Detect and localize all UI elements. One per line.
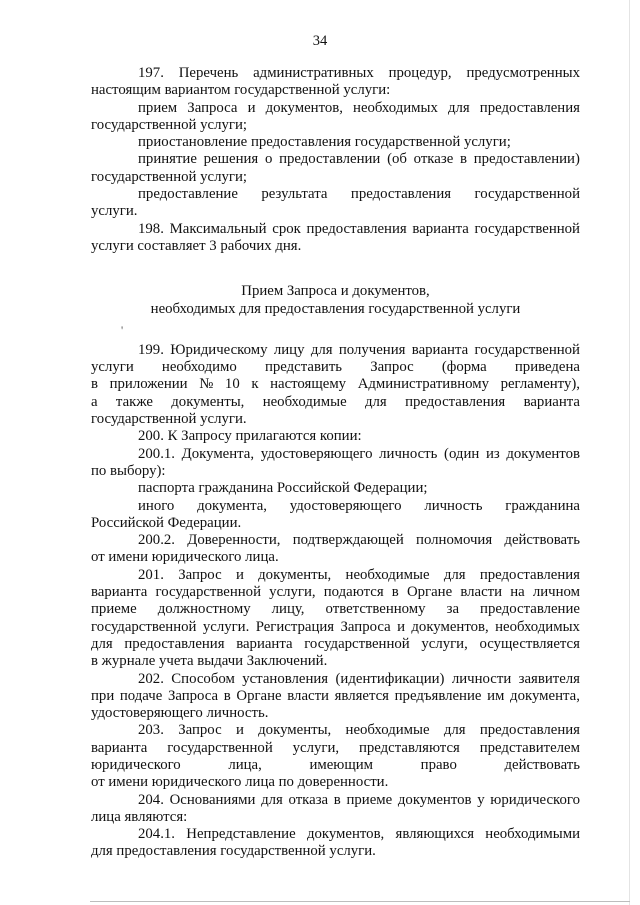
word: Запрос xyxy=(370,359,414,376)
word: при xyxy=(91,687,115,704)
text-line xyxy=(91,221,580,238)
word: 204.1. xyxy=(138,826,175,843)
text-line: приостановление предоставления государственной услуги; xyxy=(138,134,511,151)
word: регламенту), xyxy=(500,376,580,393)
text-line xyxy=(91,619,580,636)
word: а xyxy=(91,393,98,410)
word: приведена xyxy=(514,359,580,376)
text-line: государственной услуги; xyxy=(91,116,248,133)
word: Запроса xyxy=(340,618,391,635)
word: государственной xyxy=(304,635,410,652)
word: административных xyxy=(253,65,374,81)
word: на xyxy=(510,584,525,601)
word: Органе xyxy=(406,584,453,601)
scan-bottom-edge xyxy=(90,901,630,902)
word: приеме xyxy=(91,601,137,618)
word: у xyxy=(477,791,485,808)
word: для xyxy=(443,722,466,739)
word: Юридическому xyxy=(170,341,268,358)
text-line xyxy=(91,757,580,774)
word: для xyxy=(261,791,283,808)
word: необходимые xyxy=(345,566,430,583)
word: варианта xyxy=(523,393,580,410)
word: Максимальный xyxy=(169,220,267,237)
word: варианта xyxy=(91,584,148,601)
word: отказа xyxy=(288,791,329,808)
word: и xyxy=(247,99,256,116)
word: документов, xyxy=(265,99,343,116)
word: Административному xyxy=(357,376,489,393)
text-line: по выбору): xyxy=(91,462,166,479)
word: услуги xyxy=(91,359,134,376)
word: необходимыми xyxy=(485,826,580,843)
text-line xyxy=(91,826,580,843)
word: личности xyxy=(451,670,512,687)
text-line xyxy=(91,584,580,601)
word: приложении xyxy=(109,376,188,393)
word: о xyxy=(264,151,273,168)
text-line: Российской Федерации. xyxy=(91,514,242,531)
word: личном xyxy=(532,584,580,601)
word: и xyxy=(235,722,244,739)
word: результата xyxy=(261,186,328,203)
text-line xyxy=(91,671,580,688)
word: варианта xyxy=(236,635,293,652)
word: государственной xyxy=(155,584,262,601)
word: варианта xyxy=(412,220,469,237)
word: в xyxy=(459,151,467,168)
word: приеме xyxy=(346,791,393,808)
document-body xyxy=(91,65,580,861)
word: гражданина xyxy=(505,497,580,514)
word: предъявление xyxy=(394,687,482,704)
word: из xyxy=(485,445,500,462)
word: необходимых xyxy=(495,618,580,635)
word: личность xyxy=(424,497,483,514)
word: необходимые xyxy=(345,722,430,739)
word: заявителя xyxy=(518,670,580,687)
word: отказе xyxy=(413,151,454,168)
word: срок xyxy=(272,220,301,237)
text-line xyxy=(91,532,580,549)
word: (идентификации) xyxy=(335,670,445,687)
word: власти xyxy=(287,687,329,704)
word: 200.2. xyxy=(138,532,175,549)
word: процедур, xyxy=(388,65,452,81)
word: услуги, xyxy=(269,584,316,601)
word: предоставление xyxy=(480,601,580,618)
word: ответственному xyxy=(325,601,426,618)
text-line xyxy=(91,151,580,168)
word: Доверенности, xyxy=(187,532,281,549)
word: предоставления xyxy=(405,393,506,410)
text-line xyxy=(91,498,580,515)
word: документа, xyxy=(197,497,267,514)
word: является xyxy=(334,687,389,704)
word: предоставление xyxy=(138,186,238,203)
text-line: удостоверяющего личность. xyxy=(91,705,269,722)
word: предусмотренных xyxy=(466,65,580,81)
text-line xyxy=(91,636,580,653)
text-line: услуги составляет 3 рабочих дня. xyxy=(91,237,302,254)
text-line xyxy=(91,186,580,203)
word: решения xyxy=(203,151,259,168)
word: Запрос xyxy=(178,722,222,739)
word: за xyxy=(446,601,460,618)
word: документов xyxy=(506,445,580,462)
word: документа, xyxy=(510,687,580,704)
word: установления xyxy=(242,670,329,687)
word: принятие xyxy=(138,151,197,168)
word: документы, xyxy=(258,566,332,583)
text-line xyxy=(91,792,580,809)
text-line xyxy=(91,342,580,359)
heading-line: Прием Запроса и документов, xyxy=(241,283,430,300)
word: государственной xyxy=(474,341,580,358)
word: получения xyxy=(338,341,406,358)
word: право xyxy=(420,756,457,773)
word: удостоверяющего xyxy=(289,497,402,514)
word: Запроса xyxy=(187,99,238,116)
word: юридического xyxy=(490,791,580,808)
word: необходимые xyxy=(262,393,347,410)
word: Регистрация xyxy=(255,618,335,635)
word: Перечень xyxy=(178,65,239,81)
text-line: от имени юридического лица по доверенности. xyxy=(91,774,389,791)
text-line xyxy=(91,359,580,376)
text-line: от имени юридического лица. xyxy=(91,549,279,566)
word: власти xyxy=(460,584,503,601)
word: услуги, xyxy=(292,739,340,756)
text-line: для предоставления государственной услуги. xyxy=(91,843,376,860)
word: лицу xyxy=(273,341,305,358)
word: для xyxy=(443,566,466,583)
text-line xyxy=(91,567,580,584)
word: осуществляется xyxy=(479,635,580,652)
word: документов, xyxy=(306,826,385,843)
word: подаче xyxy=(119,687,163,704)
word: для xyxy=(91,635,113,652)
text-line: в журнале учета выдачи Заключений. xyxy=(91,653,328,670)
word: 199. xyxy=(138,341,164,358)
word: лицу, xyxy=(271,601,305,618)
word: 203. xyxy=(138,722,164,739)
word: предоставления xyxy=(124,635,225,652)
word: и xyxy=(235,566,244,583)
text-line xyxy=(91,100,580,117)
word: им xyxy=(487,687,505,704)
word: представить xyxy=(264,359,343,376)
word: предоставлении xyxy=(279,151,381,168)
word: государственной xyxy=(167,739,273,756)
word: (один xyxy=(444,445,480,462)
word: в xyxy=(223,687,231,704)
word: настоящему xyxy=(270,376,347,393)
word: также xyxy=(115,393,153,410)
word: предоставлении) xyxy=(473,151,580,168)
word: для xyxy=(447,99,470,116)
text-line xyxy=(91,394,580,411)
word: Органе xyxy=(236,687,282,704)
word: № xyxy=(199,376,214,393)
word: прием xyxy=(138,99,178,116)
word: предоставления xyxy=(479,99,580,116)
section-heading xyxy=(91,283,580,318)
word: 201. xyxy=(138,566,164,583)
procedures-section xyxy=(91,65,580,255)
word: 10 xyxy=(224,376,240,393)
page-number: 34 xyxy=(312,33,328,49)
text-line: государственной услуги. xyxy=(91,411,247,428)
word: действовать xyxy=(504,756,580,773)
word: юридического xyxy=(91,756,181,773)
word: 197. xyxy=(138,65,164,81)
word: Основаниями xyxy=(169,791,256,808)
word: документов, xyxy=(411,618,489,635)
text-line xyxy=(91,65,580,82)
word: Документа, xyxy=(181,445,255,462)
word: удостоверяющего xyxy=(260,445,373,462)
word: 202. xyxy=(138,670,164,687)
word: в xyxy=(333,791,341,808)
text-line: лица являются: xyxy=(91,808,188,825)
word: в xyxy=(391,584,399,601)
word: полномочия xyxy=(416,532,493,549)
text-line xyxy=(91,688,580,705)
word: Способом xyxy=(171,670,235,687)
word: документы, xyxy=(171,393,245,410)
word: представителем xyxy=(479,739,580,756)
word: для xyxy=(365,393,387,410)
word: Запроса xyxy=(167,687,219,704)
word: предоставления xyxy=(479,566,580,583)
word: для xyxy=(310,341,333,358)
word: государственной xyxy=(474,186,580,203)
word: предоставления xyxy=(479,722,580,739)
word: документы, xyxy=(258,722,332,739)
heading-line: необходимых для предоставления государственной услуги xyxy=(150,300,521,317)
word: необходимо xyxy=(161,359,237,376)
text-line xyxy=(91,601,580,618)
text-line: услуги. xyxy=(91,203,138,220)
text-line: настоящим вариантом государственной услуги: xyxy=(91,82,391,99)
word: действовать xyxy=(504,532,580,549)
stray-mark: ' xyxy=(121,323,124,337)
word: в xyxy=(91,376,98,393)
submission-section xyxy=(91,342,580,861)
word: подаются xyxy=(323,584,384,601)
word: имеющим xyxy=(309,756,374,773)
word: иного xyxy=(138,497,175,514)
word: документов xyxy=(397,791,472,808)
word: 200.1. xyxy=(138,445,175,462)
text-line xyxy=(91,722,580,739)
word: варианта xyxy=(91,739,148,756)
word: должностному xyxy=(157,601,251,618)
text-line: 200. К Запросу прилагаются копии: xyxy=(138,428,362,445)
word: Запрос xyxy=(178,566,222,583)
word: услуги. xyxy=(202,618,250,635)
word: подтверждающей xyxy=(292,532,404,549)
word: являющихся xyxy=(395,826,475,843)
word: предоставления xyxy=(350,186,452,203)
word: личность xyxy=(379,445,438,462)
scan-edge xyxy=(629,0,630,905)
word: государственной xyxy=(474,220,580,237)
word: (об xyxy=(387,151,407,168)
word: и xyxy=(397,618,405,635)
word: 198. xyxy=(138,220,164,237)
word: (форма xyxy=(441,359,487,376)
word: варианта xyxy=(411,341,469,358)
word: к xyxy=(251,376,259,393)
word: государственной xyxy=(91,618,197,635)
text-line xyxy=(91,740,580,757)
word: необходимых xyxy=(353,99,438,116)
word: лица, xyxy=(228,756,262,773)
text-line: государственной услуги; xyxy=(91,168,248,185)
word: услуги, xyxy=(421,635,468,652)
text-line xyxy=(91,376,580,393)
word: представляются xyxy=(358,739,460,756)
word: предоставления xyxy=(306,220,407,237)
word: Непредставление xyxy=(186,826,296,843)
text-line: паспорта гражданина Российской Федерации; xyxy=(138,480,428,497)
text-line xyxy=(91,446,580,463)
word: 204. xyxy=(138,791,164,808)
